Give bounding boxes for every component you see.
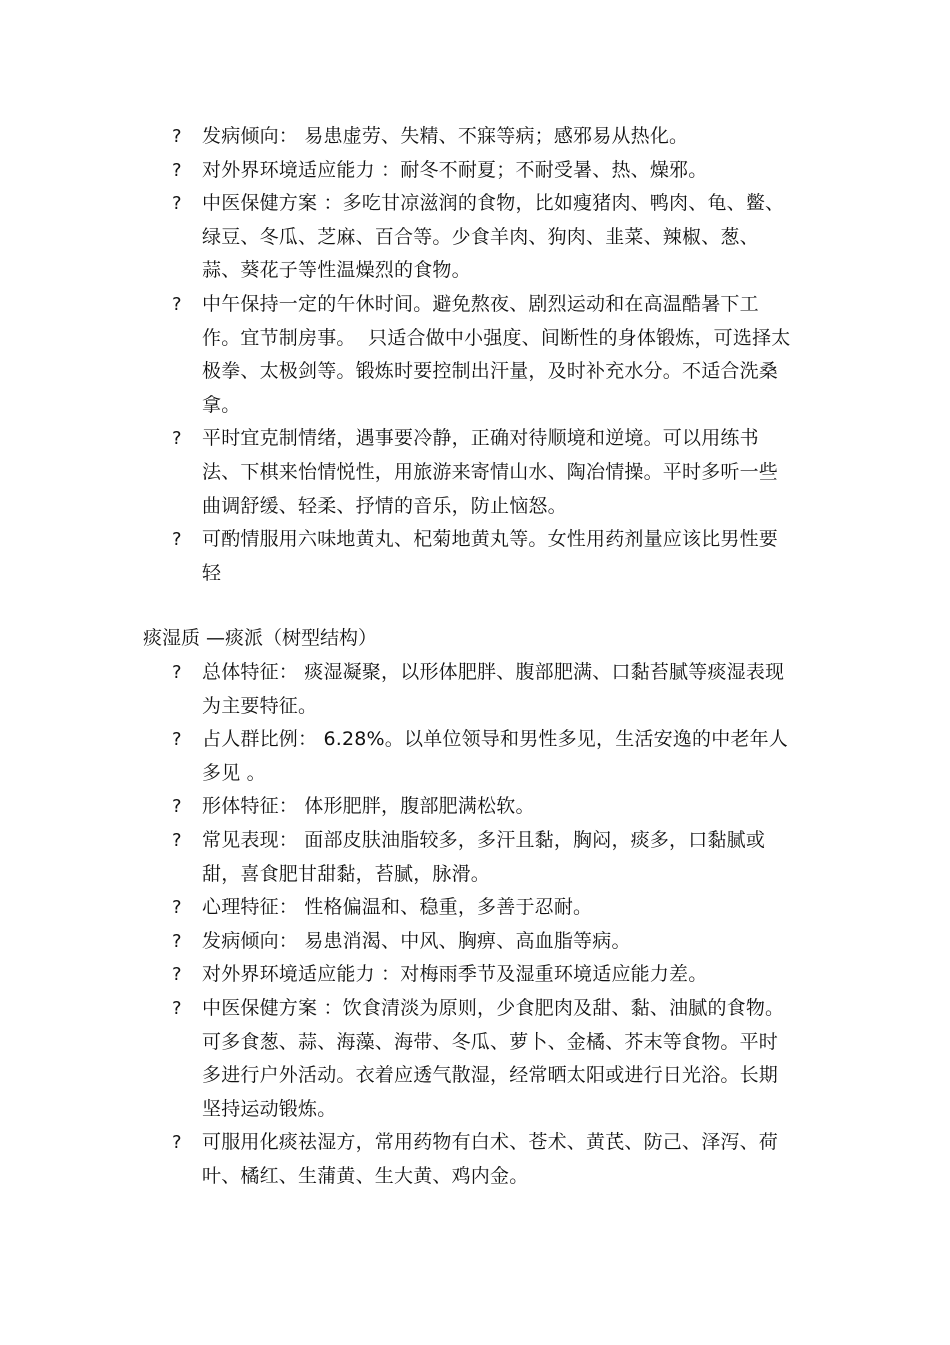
list-item <box>172 891 792 925</box>
list-item <box>172 154 792 188</box>
bullet-marker: ? <box>172 529 182 551</box>
list-item <box>172 824 792 891</box>
bullet-marker: ? <box>172 964 182 986</box>
bullet-marker: ? <box>172 293 182 315</box>
section-heading-phlegm-dampness: 痰湿质 —痰派（树型结构） <box>143 627 378 649</box>
list-item <box>172 723 792 790</box>
list-item <box>172 422 792 523</box>
bullet-marker: ? <box>172 997 182 1019</box>
list-item <box>172 790 792 824</box>
bullet-marker: ? <box>172 897 182 919</box>
list-item-text: 中医保健方案 ：饮食清淡为原则，少食肥肉及甜、黏、油腻的食物。可多食葱、蒜、海藻、海带、冬瓜、萝卜、金橘、芥末等食物。平时多进行户外活动。衣着应透气散湿，经常晒太阳或进行日光浴。长期坚持运动锻炼。 <box>202 996 785 1120</box>
list-item-text: 心理特征： 性格偏温和、稳重，多善于忍耐。 <box>202 896 593 919</box>
constitution-list-phlegm-dampness <box>172 656 792 1194</box>
bullet-marker: ? <box>172 796 182 818</box>
bullet-marker: ? <box>172 1132 182 1154</box>
bullet-marker: ? <box>172 662 182 683</box>
list-item-text: 可服用化痰祛湿方，常用药物有白术、苍术、黄芪、防己、泽泻、荷叶、橘红、生蒲黄、生大黄、鸡内金。 <box>202 1131 779 1187</box>
list-item-text: 平时宜克制情绪，遇事要冷静，正确对待顺境和逆境。可以用练书法、下棋来怡情悦性，用旅游来寄情山水、陶冶情操。平时多听一些曲调舒缓、轻柔、抒情的音乐，防止恼怒。 <box>202 427 779 517</box>
bullet-marker: ? <box>172 193 182 215</box>
bullet-marker: ? <box>172 729 182 751</box>
list-item <box>172 656 792 723</box>
list-item-text: 对外界环境适应能力 ：耐冬不耐夏；不耐受暑、热、燥邪。 <box>202 158 708 181</box>
list-item-text: 常见表现： 面部皮肤油脂较多，多汗且黏，胸闷，痰多，口黏腻或甜，喜食肥甘甜黏，苔腻，脉滑。 <box>202 828 766 885</box>
list-item-text: 中午保持一定的午休时间。避免熬夜、剧烈运动和在高温酷暑下工作。宜节制房事。 只适合做中小强度、间断性的身体锻炼，可选择太极拳、太极剑等。锻炼时要控制出汗量，及时补充水分。不适合洗桑拿。 <box>202 292 791 416</box>
list-item-text: 对外界环境适应能力 ：对梅雨季节及湿重环境适应能力差。 <box>202 963 708 986</box>
list-item-text: 发病倾向： 易患消渴、中风、胸痹、高血脂等病。 <box>202 929 631 952</box>
list-item-text: 总体特征： 痰湿凝聚，以形体肥胖、腹部肥满、口黏苔腻等痰湿表现为主要特征。 <box>202 661 785 717</box>
constitution-list-yin-deficiency <box>172 120 792 590</box>
list-item <box>172 1126 792 1193</box>
bullet-marker: ? <box>172 428 182 450</box>
list-item <box>172 958 792 992</box>
list-item-text: 占人群比例： 6.28%。以单位领导和男性多见，生活安逸的中老年人多见 。 <box>202 728 788 784</box>
list-item-text: 发病倾向： 易患虚劳、失精、不寐等病；感邪易从热化。 <box>202 125 689 147</box>
bullet-marker: ? <box>172 159 182 181</box>
bullet-marker: ? <box>172 126 182 147</box>
list-item <box>172 187 792 288</box>
list-item-text: 可酌情服用六味地黄丸、杞菊地黄丸等。女性用药剂量应该比男性要轻 <box>202 528 779 584</box>
list-item-text: 形体特征： 体形肥胖，腹部肥满松软。 <box>202 795 535 818</box>
list-item <box>172 992 792 1126</box>
list-item <box>172 523 792 590</box>
bullet-marker: ? <box>172 829 182 851</box>
list-item <box>172 925 792 959</box>
bullet-marker: ? <box>172 930 182 952</box>
list-item <box>172 120 792 154</box>
list-item <box>172 288 792 422</box>
list-item-text: 中医保健方案 ：多吃甘凉滋润的食物，比如瘦猪肉、鸭肉、龟、鳖、绿豆、冬瓜、芝麻、百合等。少食羊肉、狗肉、韭菜、辣椒、葱、蒜、葵花子等性温燥烈的食物。 <box>202 192 785 282</box>
